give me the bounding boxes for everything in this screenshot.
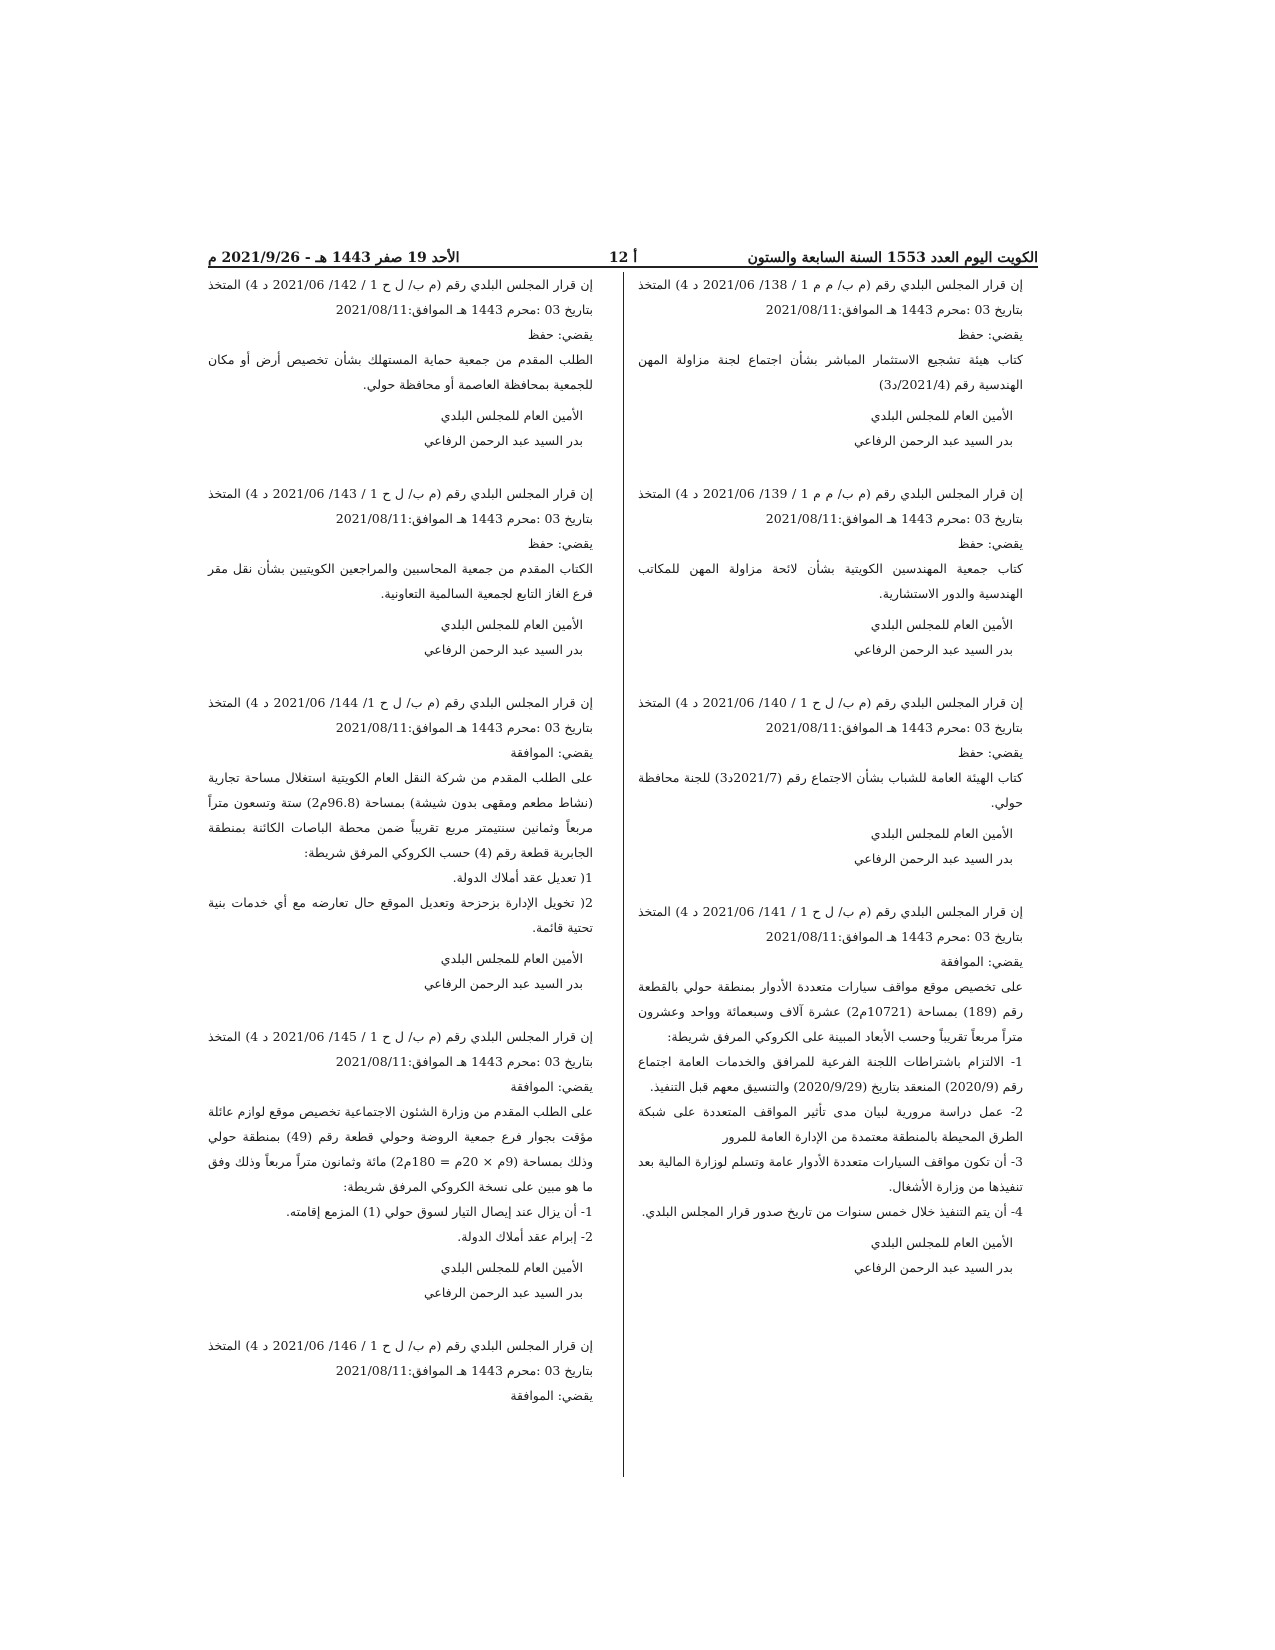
- decision-title: إن قرار المجلس البلدي رقم (م ب/ م م 1 / 139/ 2021/06 د 4) المتخذ بتاريخ 03 :محرم 1443 هـ الموافق:2021/08/11: [638, 486, 1024, 526]
- signature-title: الأمين العام للمجلس البلدي: [870, 617, 1013, 632]
- decision-body-paragraph: 1- أن يزال عند إيصال التيار لسوق حولي (1) المزمع إقامته.: [285, 1204, 593, 1219]
- decision-ruling: يقضي: حفظ: [957, 536, 1023, 551]
- decision-ruling: يقضي: حفظ: [527, 536, 593, 551]
- decision-body-paragraph: 2- إبرام عقد أملاك الدولة.: [457, 1229, 593, 1244]
- left-column: [208, 272, 593, 1436]
- decision-body-paragraph: 3- أن تكون مواقف السيارات متعددة الأدوار عامة وتسلم لوزارة المالية بعد تنفيذها من وزارة الأشغال.: [638, 1154, 1023, 1194]
- decision-body-paragraph: 2- عمل دراسة مرورية لبيان مدى تأثير المواقف المتعددة على شبكة الطرق المحيطة بالمنطقة معتمدة من الإدارة العامة للمرور: [638, 1104, 1023, 1144]
- right-column: [638, 272, 1023, 1308]
- gazette-page: [208, 238, 1038, 1478]
- decision-ruling: يقضي: الموافقة: [940, 954, 1023, 969]
- signature-name: بدر السيد عبد الرحمن الرفاعي: [423, 433, 583, 448]
- decision-body-paragraph: على الطلب المقدم من وزارة الشئون الاجتماعية تخصيص موقع لوازم عائلة مؤقت بجوار فرع جمعية الروضة وحولي قطعة رقم (49) بمنطقة حولي وذلك بمساحة (9م × 20م = 180م2) مائة وثمانون متراً مربعاً وذلك وفق ما هو مبين على نسخة الكروكي المرفق شريطة:: [208, 1104, 594, 1194]
- decision-block: [208, 1333, 593, 1408]
- decision-title: إن قرار المجلس البلدي رقم (م ب/ ل ح 1 / 145/ 2021/06 د 4) المتخذ بتاريخ 03 :محرم 1443 هـ الموافق:2021/08/11: [208, 1029, 594, 1069]
- decision-title: إن قرار المجلس البلدي رقم (م ب/ ل ح 1 / 141/ 2021/06 د 4) المتخذ بتاريخ 03 :محرم 1443 هـ الموافق:2021/08/11: [638, 904, 1024, 944]
- decision-body-paragraph: 2( تخويل الإدارة بزحزحة وتعديل الموقع حال تعارضه مع أي خدمات بنية تحتية قائمة.: [208, 895, 593, 935]
- decision-body-paragraph: الكتاب المقدم من جمعية المحاسبين والمراجعين الكويتيين بشأن نقل مقر فرع الغاز التابع لجمعية السالمية التعاونية.: [208, 561, 593, 601]
- decision-title: إن قرار المجلس البلدي رقم (م ب/ م م 1 / 138/ 2021/06 د 4) المتخذ بتاريخ 03 :محرم 1443 هـ الموافق:2021/08/11: [638, 277, 1024, 317]
- decision-title: إن قرار المجلس البلدي رقم (م ب/ ل ح 1 / 142/ 2021/06 د 4) المتخذ بتاريخ 03 :محرم 1443 هـ الموافق:2021/08/11: [208, 277, 594, 317]
- decision-block: [208, 1024, 593, 1305]
- decision-body-paragraph: كتاب هيئة تشجيع الاستثمار المباشر بشأن اجتماع لجنة مزاولة المهن الهندسية رقم (2021/4/د3): [638, 352, 1023, 392]
- decision-body-paragraph: 1( تعديل عقد أملاك الدولة.: [452, 870, 593, 885]
- signature-name: بدر السيد عبد الرحمن الرفاعي: [423, 642, 583, 657]
- decision-title: إن قرار المجلس البلدي رقم (م ب/ ل ح 1 / 140/ 2021/06 د 4) المتخذ بتاريخ 03 :محرم 1443 هـ الموافق:2021/08/11: [638, 695, 1024, 735]
- decision-title: إن قرار المجلس البلدي رقم (م ب/ ل ح 1/ 144/ 2021/06 د 4) المتخذ بتاريخ 03 :محرم 1443 هـ الموافق:2021/08/11: [208, 695, 594, 735]
- decision-body-paragraph: الطلب المقدم من جمعية حماية المستهلك بشأن تخصيص أرض أو مكان للجمعية بمحافظة العاصمة أو محافظة حولي.: [208, 352, 593, 392]
- decision-block: [208, 690, 593, 996]
- decision-ruling: يقضي: حفظ: [527, 327, 593, 342]
- decision-body-paragraph: على تخصيص موقع مواقف سيارات متعددة الأدوار بمنطقة حولي بالقطعة رقم (189) بمساحة (10721م2) عشرة آلاف وسبعمائة وواحد وعشرون متراً مربعاً تقريباً وحسب الأبعاد المبينة على الكروكي المرفق شريطة:: [638, 979, 1024, 1044]
- publication-title: الكويت اليوم العدد 1553 السنة السابعة والستون: [747, 250, 1038, 266]
- decision-ruling: يقضي: الموافقة: [510, 745, 593, 760]
- signature-name: بدر السيد عبد الرحمن الرفاعي: [423, 976, 583, 991]
- decision-block: [638, 690, 1023, 871]
- decision-block: [208, 272, 593, 453]
- signature-name: بدر السيد عبد الرحمن الرفاعي: [853, 433, 1013, 448]
- decision-block: [638, 481, 1023, 662]
- signature-title: الأمين العام للمجلس البلدي: [440, 408, 583, 423]
- decision-block: [638, 899, 1023, 1280]
- signature-name: بدر السيد عبد الرحمن الرفاعي: [853, 851, 1013, 866]
- decision-body-paragraph: 4- أن يتم التنفيذ خلال خمس سنوات من تاريخ صدور قرار المجلس البلدي.: [641, 1204, 1023, 1219]
- decision-body-paragraph: كتاب جمعية المهندسين الكويتية بشأن لائحة مزاولة المهن للمكاتب الهندسية والدور الاستشارية.: [638, 561, 1023, 601]
- decision-ruling: يقضي: حفظ: [957, 327, 1023, 342]
- signature-name: بدر السيد عبد الرحمن الرفاعي: [853, 642, 1013, 657]
- decision-block: [638, 272, 1023, 453]
- decision-block: [208, 481, 593, 662]
- decision-ruling: يقضي: الموافقة: [510, 1388, 593, 1403]
- decision-ruling: يقضي: حفظ: [957, 745, 1023, 760]
- decision-body-paragraph: 1- الالتزام باشتراطات اللجنة الفرعية للمرافق والخدمات العامة اجتماع رقم (2020/9) المنعقد بتاريخ (2020/9/29) والتنسيق معهم قبل التنفيذ.: [638, 1054, 1023, 1094]
- signature-title: الأمين العام للمجلس البلدي: [870, 408, 1013, 423]
- signature-title: الأمين العام للمجلس البلدي: [870, 1235, 1013, 1250]
- signature-name: بدر السيد عبد الرحمن الرفاعي: [423, 1285, 583, 1300]
- signature-title: الأمين العام للمجلس البلدي: [870, 826, 1013, 841]
- decision-ruling: يقضي: الموافقة: [510, 1079, 593, 1094]
- page-number: أ 12: [608, 250, 638, 266]
- issue-date: الأحد 19 صفر 1443 هـ - 2021/9/26 م: [208, 250, 460, 266]
- decision-body-paragraph: على الطلب المقدم من شركة النقل العام الكويتية استغلال مساحة تجارية (نشاط مطعم ومقهى بدون شيشة) بمساحة (96.8م2) ستة وتسعون متراً مربعاً وثمانين سنتيمتر مربع تقريباً ضمن محطة الباصات الكائنة بمنطقة الجابرية قطعة رقم (4) حسب الكروكي المرفق شريطة:: [208, 770, 593, 860]
- signature-title: الأمين العام للمجلس البلدي: [440, 1260, 583, 1275]
- signature-title: الأمين العام للمجلس البلدي: [440, 617, 583, 632]
- signature-name: بدر السيد عبد الرحمن الرفاعي: [853, 1260, 1013, 1275]
- page-header: [208, 238, 1038, 268]
- decision-title: إن قرار المجلس البلدي رقم (م ب/ ل ح 1 / 143/ 2021/06 د 4) المتخذ بتاريخ 03 :محرم 1443 هـ الموافق:2021/08/11: [208, 486, 594, 526]
- column-divider: [623, 272, 624, 1477]
- decision-body-paragraph: كتاب الهيئة العامة للشباب بشأن الاجتماع رقم (2021/7د3) للجنة محافظة حولي.: [638, 770, 1023, 810]
- signature-title: الأمين العام للمجلس البلدي: [440, 951, 583, 966]
- decision-title: إن قرار المجلس البلدي رقم (م ب/ ل ح 1 / 146/ 2021/06 د 4) المتخذ بتاريخ 03 :محرم 1443 هـ الموافق:2021/08/11: [208, 1338, 594, 1378]
